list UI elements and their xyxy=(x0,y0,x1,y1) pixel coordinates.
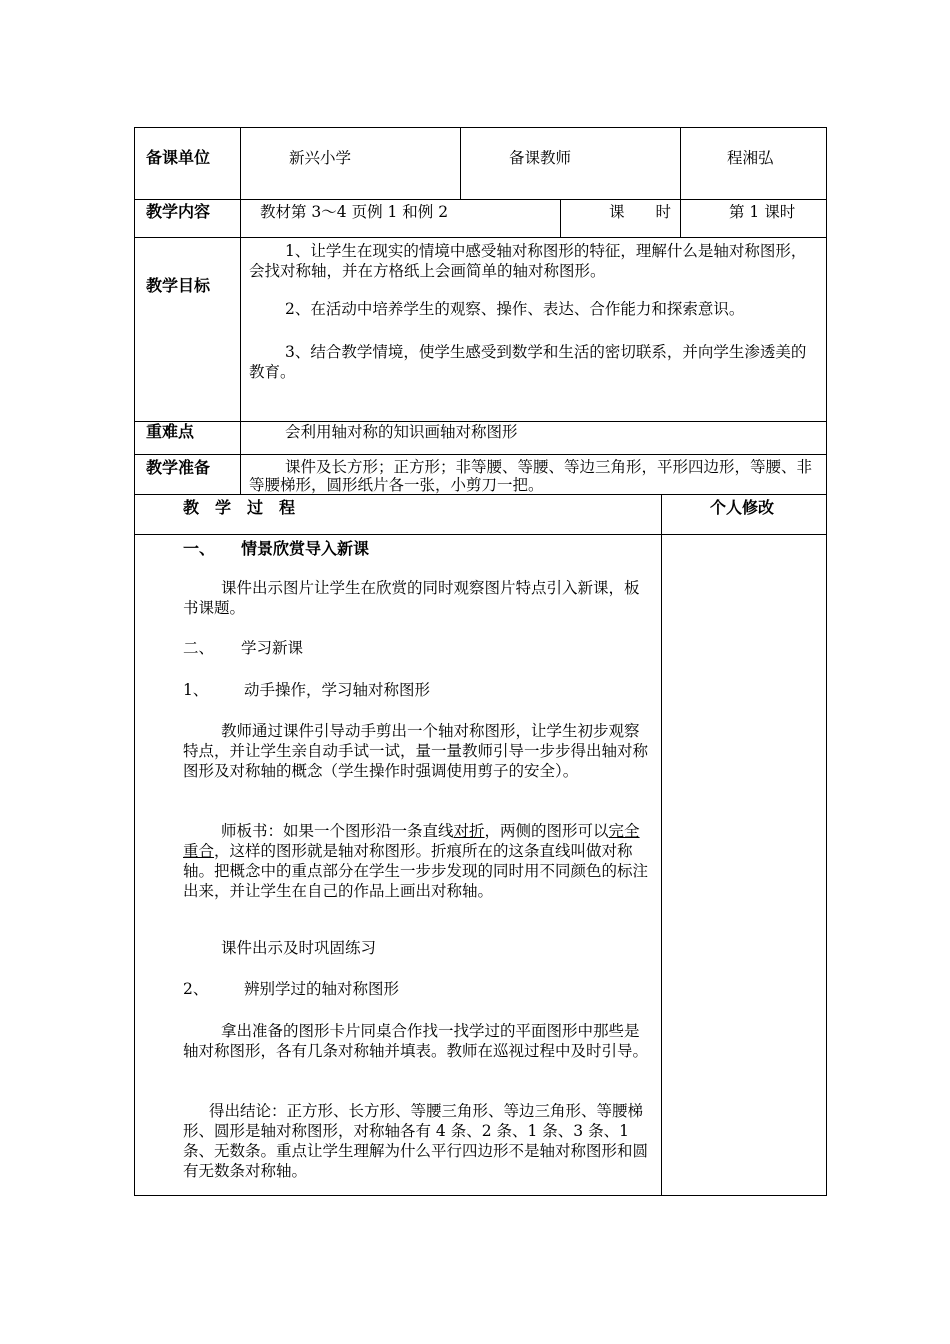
teacher-value: 程湘弘 xyxy=(727,149,774,167)
prep-value: 课件及长方形；正方形；非等腰、等腰、等边三角形，平形四边形，等腰、非等腰梯形，圆形纸片各一张，小剪刀一把。 xyxy=(249,458,813,494)
paragraph: 拿出准备的图形卡片同桌合作找一找学过的平面图形中那些是轴对称图形，各有几条对称轴并填表。教师在巡视过程中及时引导。 xyxy=(183,1022,649,1060)
subsection-title: 辨别学过的轴对称图形 xyxy=(244,980,400,998)
content-value: 教材第 3～4 页例 1 和例 2 xyxy=(260,203,449,221)
underlined-keyword: 对折 xyxy=(453,822,485,840)
col-divider xyxy=(240,128,241,494)
revision-title: 个人修改 xyxy=(710,498,775,517)
row-divider xyxy=(135,534,826,535)
lesson-plan-table xyxy=(134,127,827,1196)
goal-item: 3、结合教学情境，使学生感受到数学和生活的密切联系，并向学生渗透美的教育。 xyxy=(249,343,807,381)
paragraph: 课件出示及时巩固练习 xyxy=(221,939,377,957)
col-divider xyxy=(560,199,561,237)
underlined-keyword: 完全重合 xyxy=(183,822,640,860)
content-label: 教学内容 xyxy=(146,202,211,221)
section-title: 情景欣赏导入新课 xyxy=(241,539,370,558)
process-title: 教 学 过 程 xyxy=(183,498,296,517)
key-value: 会利用轴对称的知识画轴对称图形 xyxy=(285,423,518,441)
goal-item: 1、让学生在现实的情境中感受轴对称图形的特征，理解什么是轴对称图形，会找对称轴，并在方格纸上会画简单的轴对称图形。 xyxy=(249,242,807,280)
unit-value: 新兴小学 xyxy=(289,149,352,167)
paragraph-text: 师板书：如果一个图形沿一条直线 xyxy=(221,822,454,840)
goals-label: 教学目标 xyxy=(146,276,211,295)
paragraph-text: ，这样的图形就是轴对称图形。折痕所在的这条直线叫做对称轴。把概念中的重点部分在学生一步步发现的同时用不同颜色的标注出来，并让学生在自己的作品上画出对称轴。 xyxy=(183,842,649,900)
subsection-number: 2、 xyxy=(183,980,209,998)
col-divider xyxy=(460,128,461,199)
teacher-label: 备课教师 xyxy=(509,149,572,167)
paragraph-text: ，两侧的图形可以 xyxy=(484,822,609,840)
row-divider xyxy=(135,454,826,455)
unit-label: 备课单位 xyxy=(146,148,211,167)
prep-label: 教学准备 xyxy=(146,458,211,477)
paragraph: 课件出示图片让学生在欣赏的同时观察图片特点引入新课，板书课题。 xyxy=(183,579,640,617)
section-title: 学习新课 xyxy=(241,639,304,657)
paragraph: 得出结论：正方形、长方形、等腰三角形、等边三角形、等腰梯形、圆形是轴对称图形，对称轴各有 4 条、2 条、1 条、3 条、1 条、无数条。重点让学生理解为什么平行四边形不是轴对称图形和圆有无数条对称轴。 xyxy=(183,1102,649,1180)
goal-item: 2、在活动中培养学生的观察、操作、表达、合作能力和探索意识。 xyxy=(285,300,745,318)
row-divider xyxy=(135,199,826,200)
subsection-title: 动手操作，学习轴对称图形 xyxy=(244,681,431,699)
col-divider xyxy=(680,128,681,199)
period-value: 第 1 课时 xyxy=(729,203,796,221)
key-label: 重难点 xyxy=(146,422,195,441)
row-divider xyxy=(135,494,826,495)
paragraph: 教师通过课件引导动手剪出一个轴对称图形，让学生初步观察特点，并让学生亲自动手试一试，量一量教师引导一步步得出轴对称图形及对称轴的概念（学生操作时强调使用剪子的安全）。 xyxy=(183,722,649,780)
subsection-number: 1、 xyxy=(183,681,209,699)
col-divider xyxy=(661,494,662,1195)
row-divider xyxy=(135,237,826,238)
definition-paragraph xyxy=(183,821,653,901)
section-number: 二、 xyxy=(183,639,215,657)
col-divider xyxy=(680,199,681,237)
section-number: 一、 xyxy=(183,539,216,558)
period-label: 课 时 xyxy=(609,203,672,221)
